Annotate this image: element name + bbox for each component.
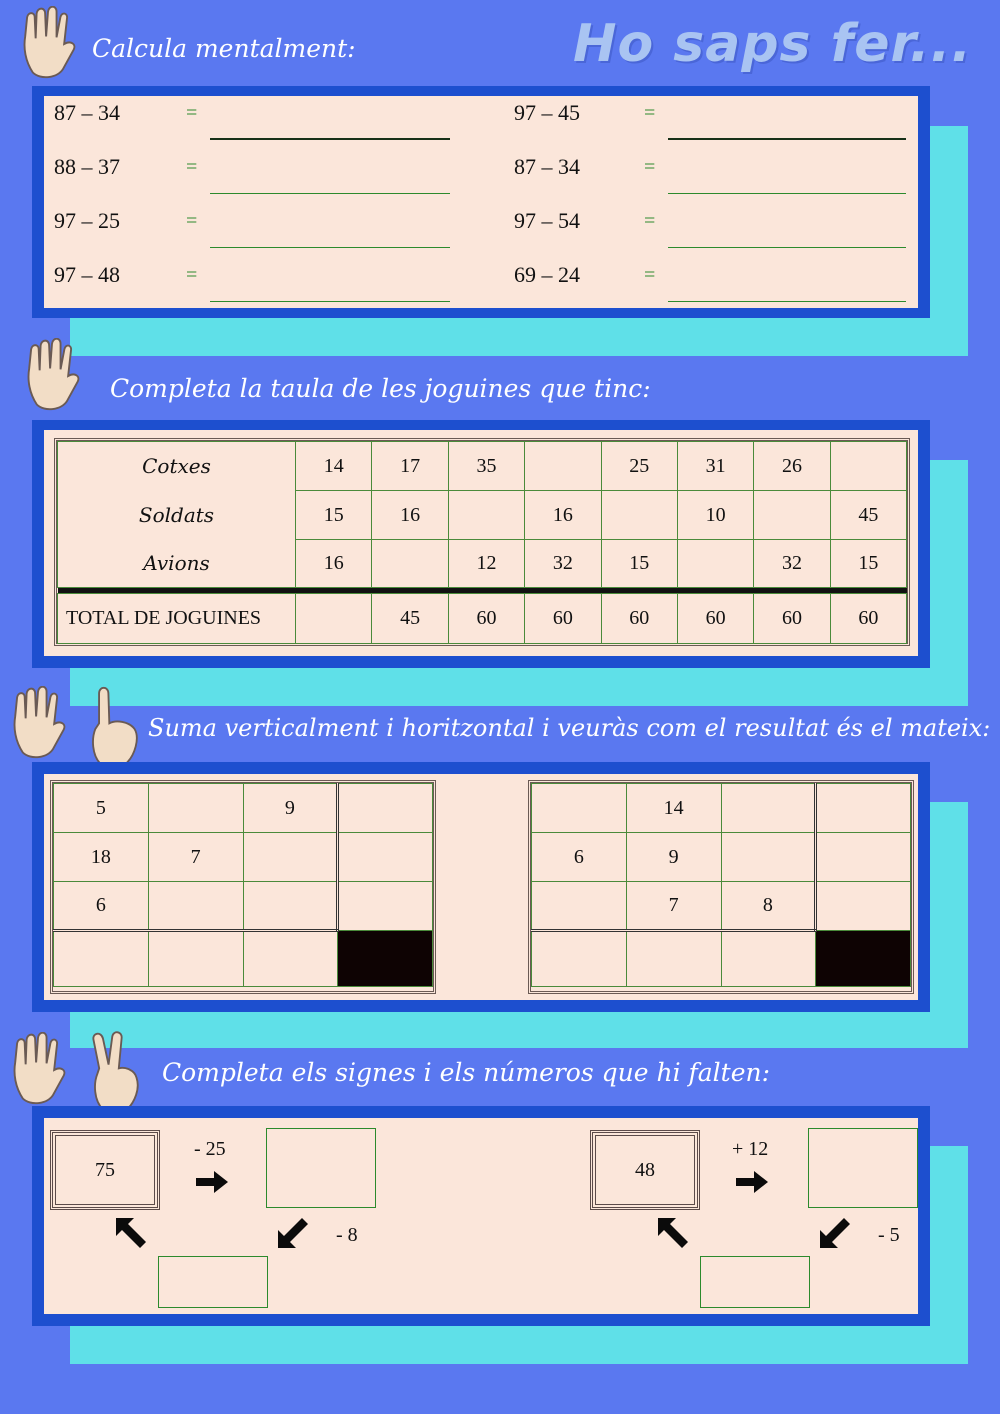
cell[interactable]: 26 <box>754 442 830 491</box>
total-cell[interactable] <box>296 594 372 644</box>
row-sum-cell[interactable] <box>338 833 433 882</box>
hand-four-icon <box>18 6 78 82</box>
answer-line[interactable] <box>668 301 906 302</box>
expr-right-4: 69 – 24 <box>514 262 580 287</box>
cell[interactable]: 16 <box>296 540 372 588</box>
answer-box[interactable] <box>158 1256 268 1308</box>
expr-right-3: 97 – 54 <box>514 208 580 233</box>
answer-line[interactable] <box>210 138 450 140</box>
col-sum-cell[interactable] <box>148 931 243 987</box>
cell[interactable]: 15 <box>601 540 677 588</box>
answer-line[interactable] <box>210 193 450 194</box>
col-sum-cell[interactable] <box>54 931 149 987</box>
cell[interactable]: 6 <box>54 882 149 931</box>
hand-five-icon <box>8 686 68 762</box>
cell[interactable]: 16 <box>525 491 601 540</box>
total-cell[interactable]: 60 <box>677 594 753 644</box>
total-sum-cell <box>816 931 911 987</box>
arrow-up-left-icon <box>116 1218 148 1250</box>
arrow-right-icon <box>734 1168 770 1198</box>
page-title: Ho saps fer... <box>572 14 972 74</box>
cell[interactable]: 15 <box>296 491 372 540</box>
cell[interactable] <box>532 882 627 931</box>
section3-heading: Suma verticalment i horitzontal i veuràs com el resultat és el mateix: <box>148 714 991 742</box>
cell[interactable]: 16 <box>372 491 448 540</box>
arrow-down-left-icon <box>820 1218 852 1250</box>
expr-right-1: 97 – 45 <box>514 100 580 125</box>
section2-panel <box>44 430 918 656</box>
equals-left-3: = <box>186 210 198 232</box>
equals-left-4: = <box>186 264 198 286</box>
col-sum-cell[interactable] <box>532 931 627 987</box>
equals-left-2: = <box>186 156 198 178</box>
cell[interactable] <box>525 442 601 491</box>
cell[interactable]: 31 <box>677 442 753 491</box>
answer-line[interactable] <box>668 193 906 194</box>
answer-box[interactable] <box>266 1128 376 1208</box>
hand-one-icon <box>86 684 142 772</box>
row-sum-cell[interactable] <box>816 882 911 931</box>
row-sum-cell[interactable] <box>338 784 433 833</box>
cell[interactable] <box>243 833 338 882</box>
row-sum-cell[interactable] <box>816 784 911 833</box>
cell[interactable]: 45 <box>830 491 906 540</box>
total-label: TOTAL DE JOGUINES <box>58 594 296 644</box>
equals-right-3: = <box>644 210 656 232</box>
total-cell[interactable]: 60 <box>448 594 524 644</box>
cell[interactable]: 6 <box>532 833 627 882</box>
cell[interactable]: 5 <box>54 784 149 833</box>
section4-heading: Completa els signes i els números que hi falten: <box>162 1058 771 1087</box>
total-cell[interactable]: 45 <box>372 594 448 644</box>
arrow-up-left-icon <box>658 1218 690 1250</box>
cell[interactable] <box>721 833 816 882</box>
operation-label: - 8 <box>336 1224 358 1246</box>
section1-panel <box>44 96 918 308</box>
row-label-cars: Cotxes <box>58 442 296 491</box>
cell[interactable] <box>372 540 448 588</box>
cell[interactable] <box>148 882 243 931</box>
start-number-box: 75 <box>50 1130 160 1210</box>
section2-heading: Completa la taula de les joguines que tinc: <box>110 374 651 403</box>
col-sum-cell[interactable] <box>243 931 338 987</box>
expr-left-2: 88 – 37 <box>54 154 120 179</box>
row-sum-cell[interactable] <box>338 882 433 931</box>
answer-line[interactable] <box>210 247 450 248</box>
arrow-right-icon <box>194 1168 230 1198</box>
cell[interactable]: 14 <box>626 784 721 833</box>
equals-left-1: = <box>186 102 198 124</box>
start-number-box: 48 <box>590 1130 700 1210</box>
col-sum-cell[interactable] <box>721 931 816 987</box>
cell[interactable] <box>532 784 627 833</box>
total-cell[interactable]: 60 <box>754 594 830 644</box>
row-label-planes: Avions <box>58 540 296 588</box>
cell[interactable]: 7 <box>626 882 721 931</box>
cell[interactable] <box>754 491 830 540</box>
cell[interactable]: 25 <box>601 442 677 491</box>
equals-right-2: = <box>644 156 656 178</box>
col-sum-cell[interactable] <box>626 931 721 987</box>
cell[interactable]: 18 <box>54 833 149 882</box>
cell[interactable] <box>721 784 816 833</box>
equals-right-1: = <box>644 102 656 124</box>
sum-grid-a <box>53 783 433 987</box>
sum-grid-b <box>531 783 911 987</box>
operation-label: - 25 <box>194 1138 226 1160</box>
section3-panel <box>44 774 918 1000</box>
cell[interactable]: 7 <box>148 833 243 882</box>
row-label-soldiers: Soldats <box>58 491 296 540</box>
row-sum-cell[interactable] <box>816 833 911 882</box>
cell[interactable]: 9 <box>626 833 721 882</box>
cell[interactable] <box>830 442 906 491</box>
cell[interactable]: 35 <box>448 442 524 491</box>
cell[interactable]: 32 <box>754 540 830 588</box>
hand-five-icon <box>22 338 82 414</box>
cell[interactable]: 9 <box>243 784 338 833</box>
toys-table <box>57 441 907 644</box>
cell[interactable]: 8 <box>721 882 816 931</box>
cell[interactable]: 32 <box>525 540 601 588</box>
total-cell[interactable]: 60 <box>830 594 906 644</box>
cell[interactable]: 15 <box>830 540 906 588</box>
answer-line[interactable] <box>668 247 906 248</box>
total-cell[interactable]: 60 <box>601 594 677 644</box>
answer-line[interactable] <box>210 301 450 302</box>
answer-box[interactable] <box>808 1128 918 1208</box>
cell[interactable] <box>601 491 677 540</box>
cell[interactable] <box>243 882 338 931</box>
cell[interactable]: 12 <box>448 540 524 588</box>
operation-label: - 5 <box>878 1224 900 1246</box>
cell[interactable]: 10 <box>677 491 753 540</box>
expr-left-4: 97 – 48 <box>54 262 120 287</box>
section1-heading: Calcula mentalment: <box>92 34 356 63</box>
hand-five-icon <box>8 1032 68 1108</box>
cell[interactable]: 14 <box>296 442 372 491</box>
equals-right-4: = <box>644 264 656 286</box>
cell[interactable]: 17 <box>372 442 448 491</box>
arrow-down-left-icon <box>278 1218 310 1250</box>
hand-two-icon <box>88 1028 144 1118</box>
expr-left-1: 87 – 34 <box>54 100 120 125</box>
operation-label: + 12 <box>732 1138 769 1160</box>
total-cell[interactable]: 60 <box>525 594 601 644</box>
answer-box[interactable] <box>700 1256 810 1308</box>
cell[interactable] <box>677 540 753 588</box>
cell[interactable] <box>448 491 524 540</box>
cell[interactable] <box>148 784 243 833</box>
section4-panel <box>44 1118 918 1314</box>
total-sum-cell <box>338 931 433 987</box>
expr-left-3: 97 – 25 <box>54 208 120 233</box>
answer-line[interactable] <box>668 138 906 140</box>
expr-right-2: 87 – 34 <box>514 154 580 179</box>
